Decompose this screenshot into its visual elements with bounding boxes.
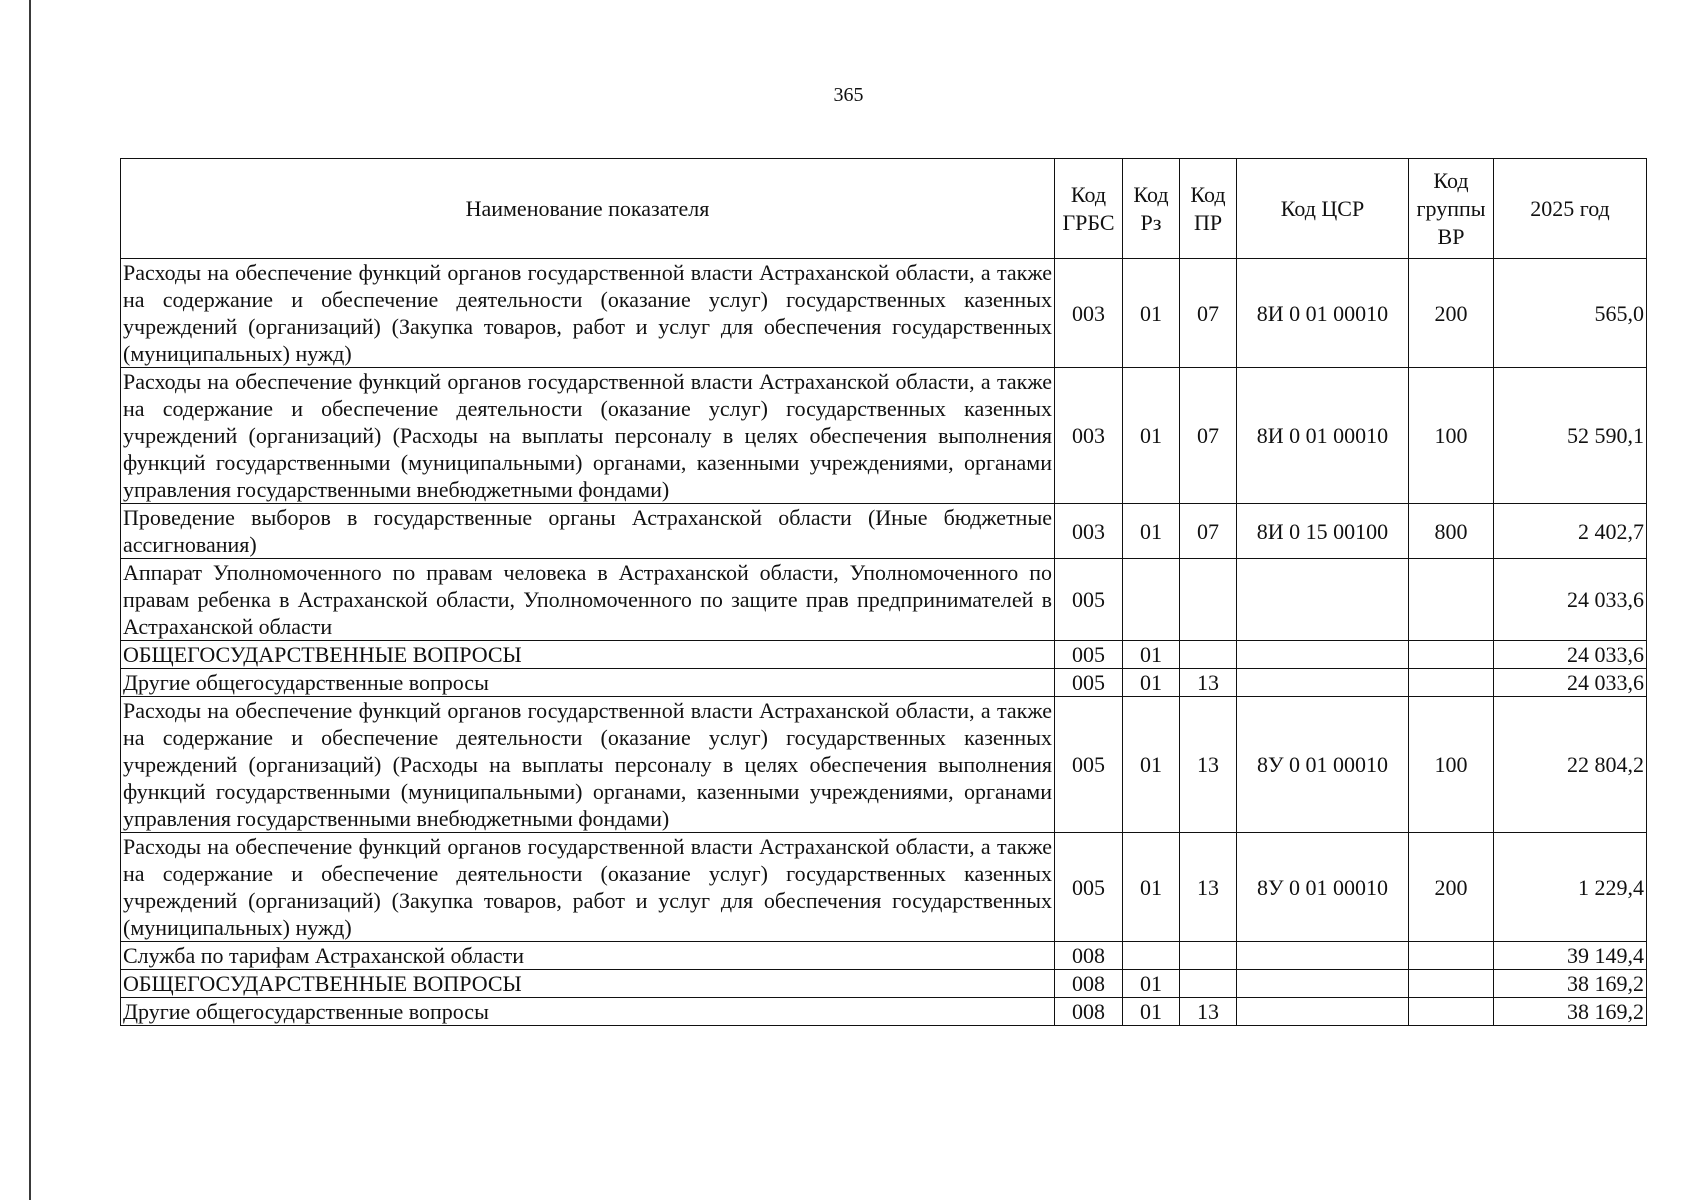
row-pr xyxy=(1180,942,1237,970)
row-vr: 200 xyxy=(1409,259,1494,368)
row-rz: 01 xyxy=(1123,998,1180,1026)
row-pr: 13 xyxy=(1180,998,1237,1026)
row-amount: 24 033,6 xyxy=(1494,559,1647,641)
row-grbs: 005 xyxy=(1055,559,1123,641)
header-grbs: Код ГРБС xyxy=(1055,159,1123,259)
row-name: Проведение выборов в государственные органы Астраханской области (Иные бюджетные ассигнования) xyxy=(121,504,1055,559)
row-grbs: 003 xyxy=(1055,504,1123,559)
row-name: Расходы на обеспечение функций органов государственной власти Астраханской области, а также на содержание и обеспечение деятельности (оказание услуг) государственных казенных учреждений (организаций) (Закупка товаров, работ и услуг для обеспечения государственных (муниципальных) нужд) xyxy=(121,833,1055,942)
row-csr: 8И 0 01 00010 xyxy=(1237,368,1409,504)
row-vr xyxy=(1409,970,1494,998)
row-csr: 8И 0 15 00100 xyxy=(1237,504,1409,559)
row-name: Расходы на обеспечение функций органов государственной власти Астраханской области, а также на содержание и обеспечение деятельности (оказание услуг) государственных казенных учреждений (организаций) (Закупка товаров, работ и услуг для обеспечения государственных (муниципальных) нужд) xyxy=(121,259,1055,368)
row-vr: 100 xyxy=(1409,368,1494,504)
row-grbs: 005 xyxy=(1055,833,1123,942)
row-csr xyxy=(1237,998,1409,1026)
row-name: Другие общегосударственные вопросы xyxy=(121,669,1055,697)
row-csr xyxy=(1237,641,1409,669)
row-name: Расходы на обеспечение функций органов государственной власти Астраханской области, а также на содержание и обеспечение деятельности (оказание услуг) государственных казенных учреждений (организаций) (Расходы на выплаты персоналу в целях обеспечения выполнения функций государственными (муниципальными) органами, казенными учреждениями, органами управления государственными внебюджетными фондами) xyxy=(121,697,1055,833)
row-grbs: 003 xyxy=(1055,259,1123,368)
row-rz: 01 xyxy=(1123,641,1180,669)
header-csr: Код ЦСР xyxy=(1237,159,1409,259)
table-row xyxy=(121,697,1647,833)
row-grbs: 008 xyxy=(1055,998,1123,1026)
row-rz: 01 xyxy=(1123,259,1180,368)
row-name: ОБЩЕГОСУДАРСТВЕННЫЕ ВОПРОСЫ xyxy=(121,641,1055,669)
row-amount: 24 033,6 xyxy=(1494,669,1647,697)
row-csr xyxy=(1237,970,1409,998)
table-row xyxy=(121,833,1647,942)
budget-table xyxy=(120,158,1647,1026)
row-amount: 1 229,4 xyxy=(1494,833,1647,942)
row-amount: 2 402,7 xyxy=(1494,504,1647,559)
row-pr xyxy=(1180,641,1237,669)
row-grbs: 005 xyxy=(1055,669,1123,697)
row-amount: 39 149,4 xyxy=(1494,942,1647,970)
row-vr xyxy=(1409,942,1494,970)
table-row xyxy=(121,970,1647,998)
row-rz: 01 xyxy=(1123,833,1180,942)
row-name: Расходы на обеспечение функций органов государственной власти Астраханской области, а также на содержание и обеспечение деятельности (оказание услуг) государственных казенных учреждений (организаций) (Расходы на выплаты персоналу в целях обеспечения выполнения функций государственными (муниципальными) органами, казенными учреждениями, органами управления государственными внебюджетными фондами) xyxy=(121,368,1055,504)
row-grbs: 003 xyxy=(1055,368,1123,504)
row-pr xyxy=(1180,559,1237,641)
row-amount: 52 590,1 xyxy=(1494,368,1647,504)
row-csr: 8У 0 01 00010 xyxy=(1237,833,1409,942)
row-vr: 100 xyxy=(1409,697,1494,833)
header-rz: Код Рз xyxy=(1123,159,1180,259)
row-amount: 24 033,6 xyxy=(1494,641,1647,669)
row-name: Аппарат Уполномоченного по правам человека в Астраханской области, Уполномоченного по правам ребенка в Астраханской области, Уполномоченного по защите прав предпринимателей в Астраханской области xyxy=(121,559,1055,641)
row-rz: 01 xyxy=(1123,504,1180,559)
row-csr: 8И 0 01 00010 xyxy=(1237,259,1409,368)
row-amount: 38 169,2 xyxy=(1494,998,1647,1026)
row-pr: 13 xyxy=(1180,833,1237,942)
row-amount: 565,0 xyxy=(1494,259,1647,368)
row-vr xyxy=(1409,641,1494,669)
row-name: ОБЩЕГОСУДАРСТВЕННЫЕ ВОПРОСЫ xyxy=(121,970,1055,998)
header-vr: Код группы ВР xyxy=(1409,159,1494,259)
row-vr xyxy=(1409,559,1494,641)
table-row xyxy=(121,998,1647,1026)
row-rz: 01 xyxy=(1123,970,1180,998)
row-grbs: 008 xyxy=(1055,970,1123,998)
row-amount: 38 169,2 xyxy=(1494,970,1647,998)
row-pr xyxy=(1180,970,1237,998)
row-pr: 13 xyxy=(1180,669,1237,697)
row-name: Другие общегосударственные вопросы xyxy=(121,998,1055,1026)
row-grbs: 005 xyxy=(1055,641,1123,669)
row-csr: 8У 0 01 00010 xyxy=(1237,697,1409,833)
row-vr xyxy=(1409,998,1494,1026)
row-vr: 800 xyxy=(1409,504,1494,559)
row-pr: 07 xyxy=(1180,368,1237,504)
table-row xyxy=(121,641,1647,669)
table-header-row xyxy=(121,159,1647,259)
table-row xyxy=(121,942,1647,970)
row-csr xyxy=(1237,942,1409,970)
row-csr xyxy=(1237,669,1409,697)
table-row xyxy=(121,368,1647,504)
row-name: Служба по тарифам Астраханской области xyxy=(121,942,1055,970)
row-pr: 07 xyxy=(1180,504,1237,559)
row-rz xyxy=(1123,942,1180,970)
row-rz xyxy=(1123,559,1180,641)
row-vr: 200 xyxy=(1409,833,1494,942)
row-pr: 07 xyxy=(1180,259,1237,368)
row-amount: 22 804,2 xyxy=(1494,697,1647,833)
table-row xyxy=(121,504,1647,559)
header-pr: Код ПР xyxy=(1180,159,1237,259)
table-row xyxy=(121,669,1647,697)
row-grbs: 005 xyxy=(1055,697,1123,833)
table-row xyxy=(121,559,1647,641)
row-vr xyxy=(1409,669,1494,697)
row-csr xyxy=(1237,559,1409,641)
table-row xyxy=(121,259,1647,368)
left-margin-line xyxy=(29,0,31,1200)
header-name: Наименование показателя xyxy=(121,159,1055,259)
row-grbs: 008 xyxy=(1055,942,1123,970)
row-rz: 01 xyxy=(1123,669,1180,697)
page-number: 365 xyxy=(833,84,864,106)
row-rz: 01 xyxy=(1123,697,1180,833)
row-rz: 01 xyxy=(1123,368,1180,504)
row-pr: 13 xyxy=(1180,697,1237,833)
header-year: 2025 год xyxy=(1494,159,1647,259)
